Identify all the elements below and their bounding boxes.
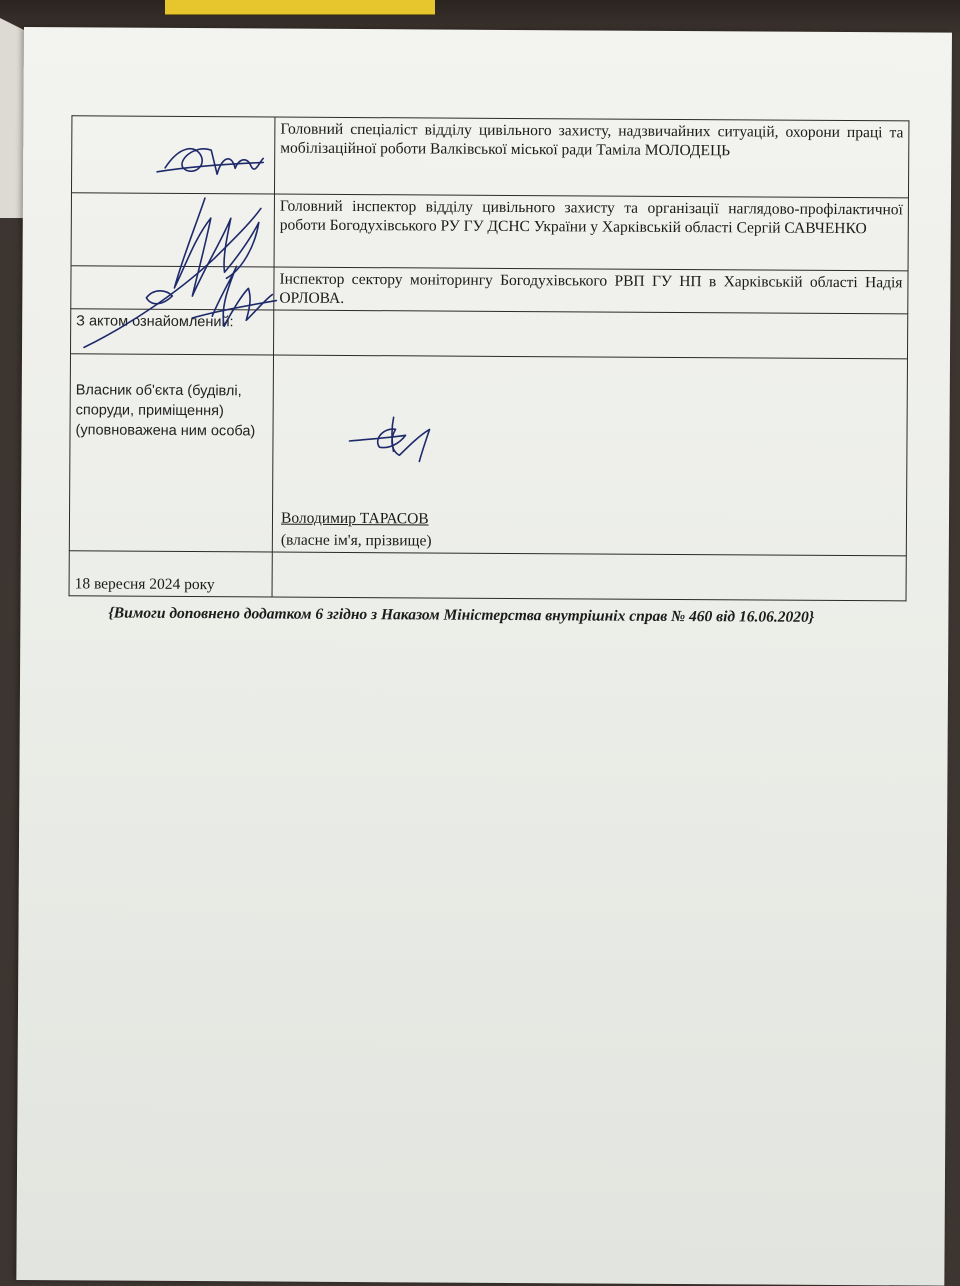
owner-label: Власник об'єкта (будівлі, споруди, приміщення) (уповноважена ним особа) bbox=[69, 354, 273, 552]
owner-name-hint: (власне ім'я, прізвище) bbox=[280, 531, 432, 550]
acquainted-label: З актом ознайомлений: bbox=[71, 309, 274, 355]
table-row bbox=[71, 309, 908, 359]
yellow-paper-edge bbox=[165, 0, 435, 15]
signature-cell bbox=[71, 266, 274, 310]
official-2: Головний інспектор відділу цивільного захисту та організації наглядово-профілактичної роботи Богодухівського РУ ГУ ДСНС України у Харківській області Сергій САВЧЕНКО bbox=[274, 194, 908, 271]
table-row bbox=[71, 266, 908, 314]
table-row bbox=[71, 116, 908, 198]
owner-signature-cell bbox=[272, 355, 907, 556]
signature-cell bbox=[71, 116, 274, 194]
empty-cell bbox=[274, 310, 908, 359]
empty-cell bbox=[272, 552, 906, 601]
table-row bbox=[69, 354, 907, 556]
table-row bbox=[69, 551, 906, 601]
official-3: Інспектор сектору моніторингу Богодухівського РВП ГУ НП в Харківській області Надія ОРЛОВА. bbox=[274, 267, 908, 314]
document-page bbox=[16, 27, 952, 1286]
date: 18 вересня 2024 року bbox=[69, 551, 272, 597]
table-row bbox=[71, 193, 908, 271]
owner-name: Володимир ТАРАСОВ bbox=[280, 509, 429, 528]
signature-cell bbox=[71, 193, 274, 267]
official-1: Головний спеціаліст відділу цивільного захисту, надзвичайних ситуацій, охорони праці та мобілізаційної роботи Валківської міської ради Таміла МОЛОДЕЦЬ bbox=[274, 117, 908, 198]
amendment-note: {Вимоги доповнено додатком 6 згідно з Наказом Міністерства внутрішніх справ № 460 від 16.06.2020} bbox=[108, 604, 815, 626]
signature-table bbox=[69, 115, 910, 601]
